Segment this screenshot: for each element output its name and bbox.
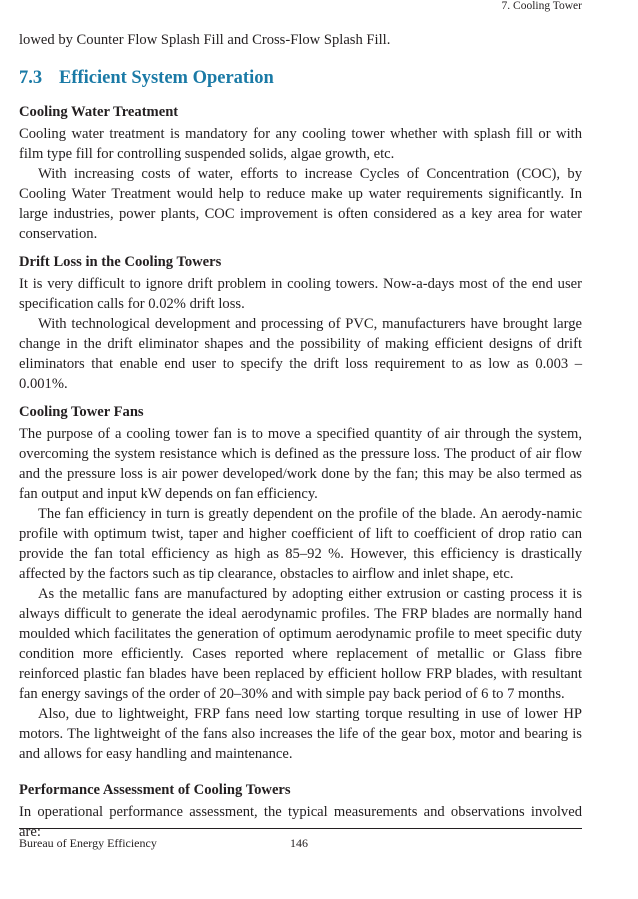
section-number: 7.3 — [19, 68, 43, 88]
carryover-text: lowed by Counter Flow Splash Fill and Cross-Flow Splash Fill. — [19, 32, 391, 48]
paragraph: It is very difficult to ignore drift problem in cooling towers. Now-a-days most of the end user specification calls for 0.02% drift loss. — [19, 276, 582, 312]
paragraph: Also, due to lightweight, FRP fans need low starting torque resulting in use of lower HP motors. The lightweight of the fans also increases the life of the gear box, motor and bearing is and allows for easy handling and maintenance. — [19, 706, 582, 762]
paragraph: With technological development and processing of PVC, manufacturers have brought large change in the drift eliminator shapes and the possibility of making efficient designs of drift eliminators that enable end user to specify the drift loss requirement to as low as 0.003 – 0.001%. — [19, 316, 582, 392]
section-title — [19, 68, 582, 88]
footer-publisher: Bureau of Energy Efficiency — [19, 836, 157, 850]
subheading-performance: Performance Assessment of Cooling Towers — [19, 782, 291, 798]
paragraph: The purpose of a cooling tower fan is to move a specified quantity of air through the system, overcoming the system resistance which is defined as the pressure loss. The product of air flow and the pressure loss is air power developed/work done by the fan; this may be also termed as fan output and input kW depends on fan efficiency. — [19, 426, 582, 502]
paragraph: Cooling water treatment is mandatory for any cooling tower whether with splash fill or with film type fill for controlling suspended solids, algae growth, etc. — [19, 126, 582, 162]
section-title-text: Efficient System Operation — [59, 68, 274, 88]
paragraph: The fan efficiency in turn is greatly dependent on the profile of the blade. An aerody-namic profile with optimum twist, taper and higher coefficient of lift to coefficient of drop ratio can provide the fan total efficiency as high as 85–92 %. However, this efficiency is drastically affected by the factors such as tip clearance, obstacles to airflow and inlet shape, etc. — [19, 506, 582, 582]
running-head: 7. Cooling Tower — [501, 0, 582, 12]
paragraph: In operational performance assessment, the typical measurements and observations involved are: — [19, 804, 582, 840]
subheading-fans: Cooling Tower Fans — [19, 404, 144, 420]
page-number: 146 — [290, 836, 308, 850]
footer-rule — [19, 828, 582, 829]
page-content — [19, 30, 582, 842]
subheading-water-treatment: Cooling Water Treatment — [19, 104, 179, 120]
paragraph: As the metallic fans are manufactured by adopting either extrusion or casting process it is always difficult to generate the ideal aerodynamic profiles. The FRP blades are normally hand moulded which facilitates the generation of optimum aerodynamic profile to meet specific duty condition more efficiently. Cases reported where replacement of metallic or Glass fibre reinforced plastic fan blades have been replaced by efficient hollow FRP blades, with resultant fan energy savings of the order of 20–30% and with simple pay back period of 6 to 7 months. — [19, 586, 582, 702]
paragraph: With increasing costs of water, efforts to increase Cycles of Concentration (COC), by Cooling Water Treatment would help to reduce make up water requirements significantly. In large industries, power plants, COC improvement is often considered as a key area for water conservation. — [19, 166, 582, 242]
subheading-drift-loss: Drift Loss in the Cooling Towers — [19, 254, 222, 270]
